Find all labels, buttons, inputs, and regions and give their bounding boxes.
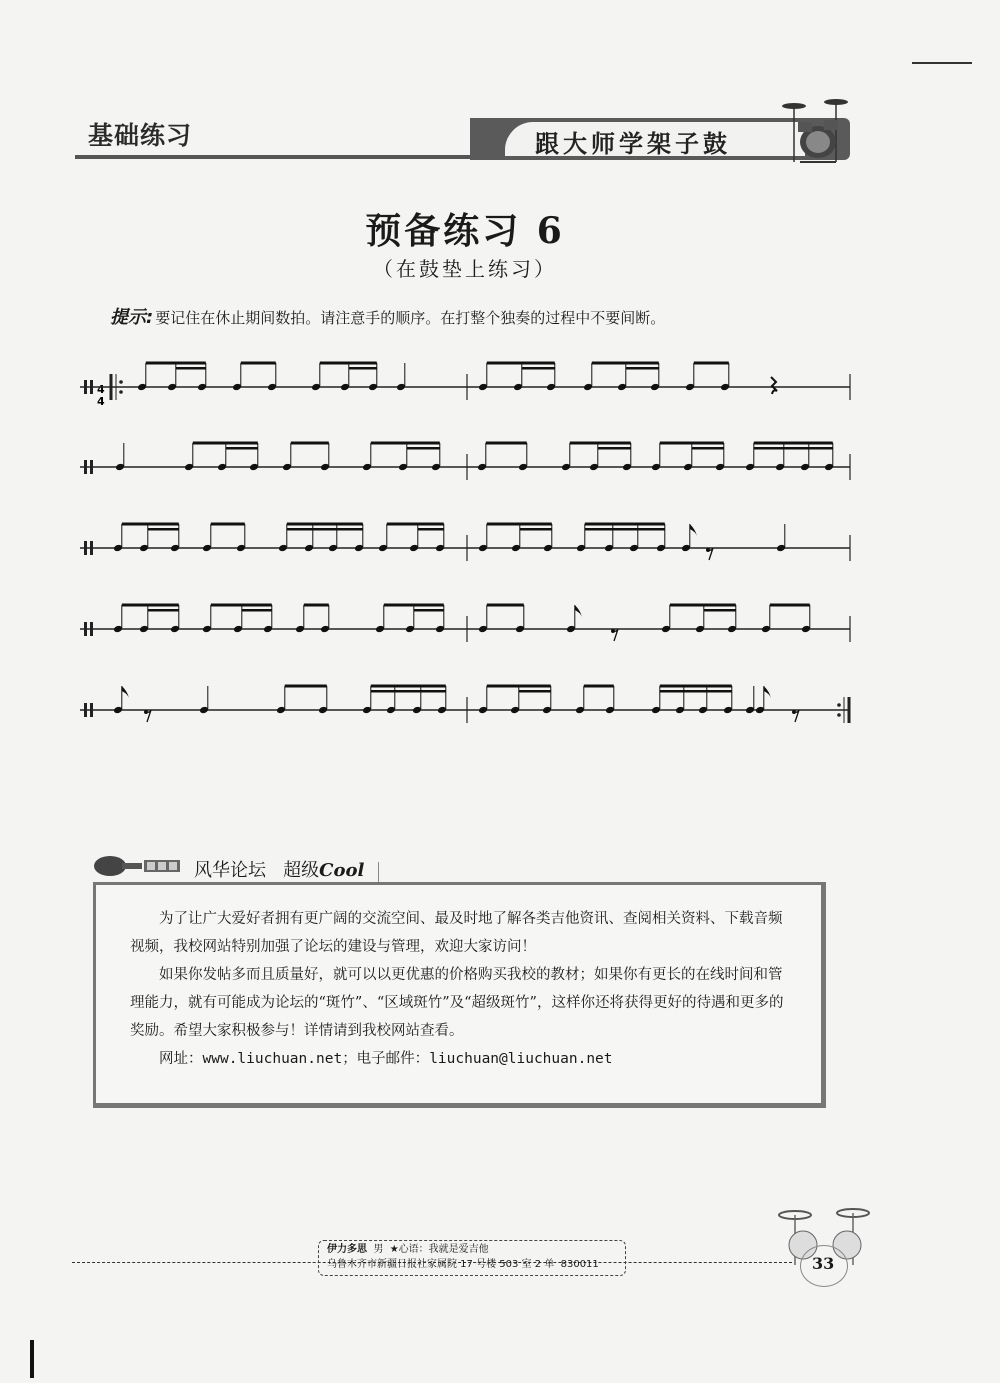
beam xyxy=(146,362,206,365)
forum-text xyxy=(130,905,790,1073)
eighth-rest xyxy=(146,710,151,722)
beam xyxy=(770,604,810,607)
time-signature-top: 4 xyxy=(97,383,105,396)
beam xyxy=(122,604,179,607)
beam xyxy=(670,604,736,607)
beam-secondary xyxy=(522,367,555,370)
eighth-rest xyxy=(613,629,618,641)
beam xyxy=(122,523,179,526)
repeat-dot xyxy=(837,703,841,707)
percussion-clef xyxy=(84,541,87,555)
beam-secondary xyxy=(407,447,440,450)
reader-card xyxy=(318,1240,626,1276)
beam-secondary xyxy=(585,528,665,531)
website-link[interactable]: www.liuchuan.net xyxy=(202,1051,343,1067)
time-signature-bottom: 4 xyxy=(97,395,105,408)
percussion-clef xyxy=(84,703,87,717)
forum-title-suffix: 超级 xyxy=(283,860,320,881)
reader-address: 乌鲁木齐市新疆日报社家属院 17 号楼 503 室 2 单 xyxy=(327,1259,555,1270)
beam-secondary xyxy=(519,690,551,693)
beam-secondary xyxy=(626,367,659,370)
beam-secondary xyxy=(148,609,179,612)
beam-secondary xyxy=(242,609,272,612)
percussion-clef xyxy=(90,703,93,717)
beam xyxy=(193,442,258,445)
eighth-rest xyxy=(708,548,713,560)
forum-title-divider xyxy=(378,862,379,882)
section-title: 基础练习 xyxy=(88,121,193,150)
beam-secondary xyxy=(226,447,258,450)
top-right-rule xyxy=(912,62,972,64)
beam xyxy=(487,523,552,526)
beam xyxy=(584,685,614,688)
note-flag xyxy=(690,524,697,536)
beam-secondary xyxy=(418,528,444,531)
page-number: 33 xyxy=(812,1254,835,1273)
exercise-subtitle: （在鼓垫上练习） xyxy=(373,257,557,281)
repeat-dot xyxy=(119,380,123,384)
beam xyxy=(371,442,440,445)
hint xyxy=(110,303,665,329)
header-underline xyxy=(75,155,505,159)
email-link[interactable]: liuchuan@liuchuan.net xyxy=(429,1051,613,1067)
beam xyxy=(592,362,659,365)
beam-secondary xyxy=(520,528,552,531)
forum-paragraph-1: 为了让广大爱好者拥有更广阔的交流空间、最及时地了解各类吉他资讯、查阅相关资料、下载音频视频，我校网站特别加强了论坛的建设与管理，欢迎大家访问！ xyxy=(130,911,783,955)
reader-postcode: 830011 xyxy=(560,1259,599,1270)
beam xyxy=(487,604,524,607)
forum-title-cool: Cool xyxy=(319,860,365,881)
beam xyxy=(241,362,276,365)
percussion-clef xyxy=(90,380,93,394)
beam-secondary xyxy=(704,609,736,612)
beam xyxy=(211,604,272,607)
beam xyxy=(211,523,245,526)
beam xyxy=(285,685,327,688)
guitar-banner-icon xyxy=(92,852,184,880)
beam-secondary xyxy=(176,367,206,370)
beam xyxy=(287,523,363,526)
beam xyxy=(486,442,527,445)
drum-score xyxy=(0,340,1000,770)
exercise-title: 预备练习 6 xyxy=(365,210,565,252)
note-flag xyxy=(122,686,129,698)
beam-secondary xyxy=(349,367,377,370)
beam-secondary xyxy=(598,447,631,450)
beam xyxy=(371,685,446,688)
reader-motto: ★心语：我就是爱吉他 xyxy=(389,1244,489,1255)
beam-secondary xyxy=(371,690,446,693)
beam xyxy=(754,442,833,445)
scan-edge-mark xyxy=(30,1340,34,1378)
beam xyxy=(320,362,377,365)
hint-text: 要记住在休止期间数拍。请注意手的顺序。在打整个独奏的过程中不要间断。 xyxy=(155,309,666,327)
beam-secondary xyxy=(148,528,179,531)
beam-secondary xyxy=(692,447,724,450)
note-flag xyxy=(764,686,771,698)
hint-label: 提示: xyxy=(110,307,154,328)
beam xyxy=(384,604,444,607)
forum-title-text: 风华论坛 xyxy=(194,860,266,881)
beam-secondary xyxy=(287,528,363,531)
drum-kit-icon xyxy=(780,92,855,172)
reader-name: 伊力多思 xyxy=(327,1244,367,1255)
beam xyxy=(487,362,555,365)
reader-gender: 男 xyxy=(373,1244,384,1255)
percussion-clef xyxy=(90,460,93,474)
repeat-dot xyxy=(837,713,841,717)
forum-contact: 网址：www.liuchuan.net；电子邮件：liuchuan@liuchuan.net xyxy=(159,1051,613,1067)
beam xyxy=(304,604,329,607)
beam xyxy=(570,442,631,445)
percussion-clef xyxy=(84,460,87,474)
beam-secondary xyxy=(754,447,833,450)
beam xyxy=(660,442,724,445)
beam xyxy=(387,523,444,526)
beam xyxy=(585,523,665,526)
percussion-clef xyxy=(90,541,93,555)
beam xyxy=(660,685,732,688)
quarter-rest xyxy=(771,377,777,394)
percussion-clef xyxy=(84,622,87,636)
repeat-dot xyxy=(119,390,123,394)
forum-paragraph-2: 如果你发帖多而且质量好，就可以以更优惠的价格购买我校的教材；如果你有更长的在线时间和管理能力，就有可能成为论坛的“斑竹”、“区域斑竹”及“超级斑竹”，这样你还将获得更好的待遇和更多的奖励。希望大家积极参与！详情请到我校网站查看。 xyxy=(130,967,784,1039)
eighth-rest xyxy=(794,710,799,722)
note-flag xyxy=(575,605,582,617)
beam xyxy=(291,442,329,445)
beam xyxy=(694,362,729,365)
beam-secondary xyxy=(414,609,444,612)
percussion-clef xyxy=(84,380,87,394)
beam-secondary xyxy=(660,690,732,693)
book-title: 跟大师学架子鼓 xyxy=(535,129,731,158)
forum-title xyxy=(194,856,364,882)
beam xyxy=(487,685,551,688)
percussion-clef xyxy=(90,622,93,636)
